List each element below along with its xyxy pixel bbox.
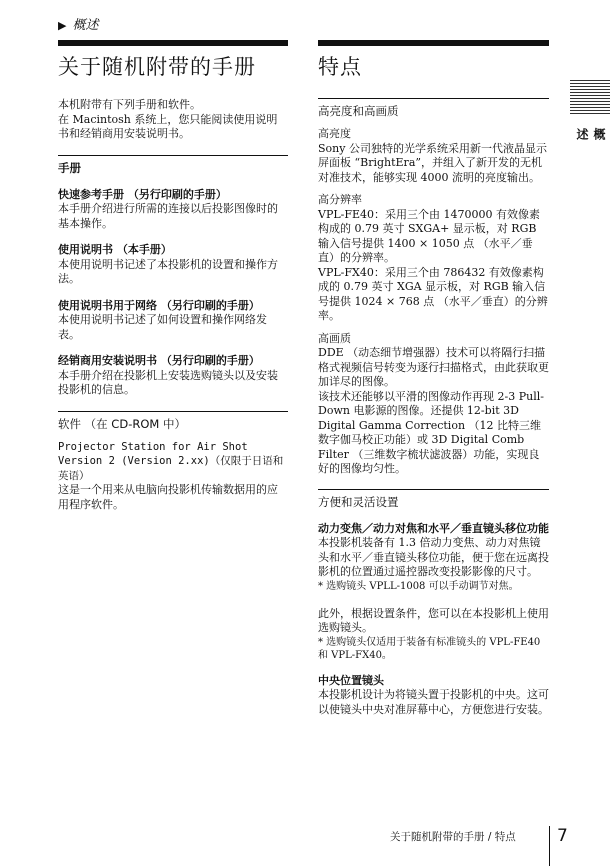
footer-text: 关于随机附带的手册 / 特点 <box>390 831 516 843</box>
resolution-title: 高分辨率 <box>318 193 362 206</box>
brightness-text: Sony 公司独特的光学系统采用新一代液晶显示屏面板 “BrightEra”，并组入了新开发的无机对准技术，能够实现 4000 流明的亮度输出。 <box>318 141 547 184</box>
manual-title: 使用说明书 （本手册） <box>58 243 172 256</box>
manual-text: 本手册介绍进行所需的连接以后投影图像时的基本操作。 <box>58 202 278 230</box>
quality-title: 高画质 <box>318 331 351 345</box>
manual-title: 经销商用安装说明书 （另行印刷的手册） <box>58 354 260 367</box>
page-title: 关于随机附带的手册 <box>58 55 256 79</box>
software-title: Projector Station for Air Shot Version 2 (Version 2.xx)（仅限于日语和英语） <box>58 440 284 482</box>
zoom-note: * 选购镜头 VPLL-1008 可以手动调节对焦。 <box>318 580 519 592</box>
left-column <box>58 40 288 512</box>
resolution-fe40-text: VPL-FE40：采用三个由 1470000 有效像素构成的 0.79 英寸 SXGA+ 显示板，对 RGB 输入信号提供 1400 × 1050 点 （水平／垂直）的分辨率。 <box>318 207 541 264</box>
brightness-title: 高亮度 <box>318 127 351 140</box>
software-heading: 软件 （在 CD-ROM 中） <box>58 411 288 432</box>
zoom-text: 本投影机装备有 1.3 倍动力变焦、动力对焦镜头和水平／垂直镜头移位功能，便于您在远离投影机的位置通过遥控器改变投影影像的尺寸。 <box>318 536 549 578</box>
title-bar <box>58 40 288 46</box>
section-heading: 方便和灵活设置 <box>318 489 549 510</box>
tab-stripes <box>570 80 610 114</box>
title-bar <box>318 40 549 46</box>
footer-divider <box>549 826 550 866</box>
resolution-fx40-text: VPL-FX40：采用三个由 786432 有效像素构成的 0.79 英寸 XGA 显示板，对 RGB 输入信号提供 1024 × 768 点 （水平／垂直）的分辨率。 <box>318 265 548 322</box>
center-text: 本投影机设计为将镜头置于投影机的中央。这可以使镜头中央对准屏幕中心，方便您进行安装。 <box>318 688 549 716</box>
manual-item <box>58 188 288 232</box>
manual-text: 本使用说明书记述了本投影机的设置和操作方法。 <box>58 257 278 285</box>
breadcrumb-label: 概述 <box>72 18 99 33</box>
page-number: 7 <box>557 826 568 846</box>
lens-text: 此外，根据设置条件，您可以在本投影机上使用选购镜头。 <box>318 606 549 634</box>
manual-item <box>58 299 288 343</box>
triangle-marker-icon: ▶ <box>58 19 67 32</box>
manual-text: 本使用说明书记述了如何设置和操作网络发表。 <box>58 313 267 341</box>
manuals-heading: 手册 <box>58 155 288 176</box>
right-column <box>318 40 549 717</box>
software-text: 这是一个用来从电脑向投影机传输数据用的应用程序软件。 <box>58 483 278 511</box>
quality-text: DDE （动态细节增强器）技术可以将隔行扫描格式视频信号转变为逐行扫描格式，由此获取更加详尽的图像。 该技术还能够以平滑的图像动作再现 2-3 Pull-Down 电影源的图像。还提供 12-bit 3D Digital Gamma Correction （12 比特三维数字伽马校正功能）或 3D Digital Comb Filter （三维数字梳状滤波器）功能，实现良好的图像均匀性。 <box>318 346 549 475</box>
manual-title: 使用说明书用于网络 （另行印刷的手册） <box>58 298 260 312</box>
manual-title: 快速参考手册 （另行印刷的手册） <box>58 187 227 201</box>
breadcrumb <box>58 14 98 33</box>
manual-item <box>58 354 288 398</box>
chapter-tab-label: 概述 <box>575 128 606 142</box>
manual-text: 本手册介绍在投影机上安装选购镜头以及安装投影机的信息。 <box>58 368 278 396</box>
center-title: 中央位置镜头 <box>318 673 384 687</box>
manual-item <box>58 243 288 287</box>
lens-note: * 选购镜头仅适用于装备有标准镜头的 VPL-FE40 和 VPL-FX40。 <box>318 636 541 661</box>
intro-text: 本机附带有下列手册和软件。 在 Macintosh 系统上，您只能阅读使用说明书和经销商用安装说明书。 <box>58 98 278 140</box>
zoom-title: 动力变焦／动力对焦和水平／垂直镜头移位功能 <box>318 521 549 535</box>
features-title: 特点 <box>318 55 362 79</box>
chapter-tab <box>570 80 610 142</box>
section-heading: 高亮度和高画质 <box>318 98 549 119</box>
